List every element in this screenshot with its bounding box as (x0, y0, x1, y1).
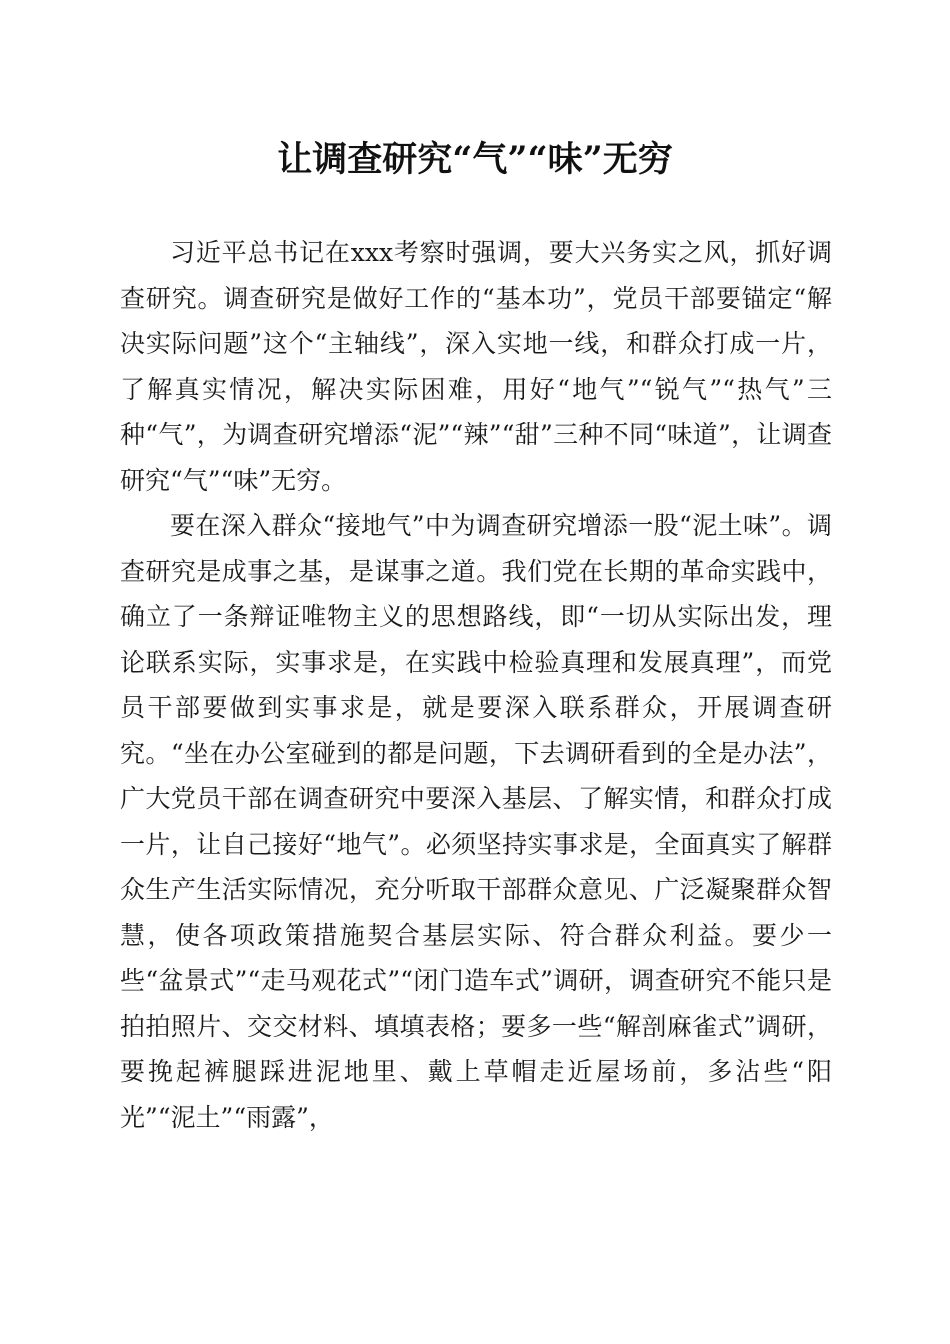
document-title: 让调查研究“气”“味”无穷 (277, 139, 673, 180)
paragraph-1: 习近平总书记在xxx考察时强调，要大兴务实之风，抓好调查研究。调查研究是做好工作的“基本功”，党员干部要锚定“解决实际问题”这个“主轴线”，深入实地一线，和群众打成一片，了解真实情况，解决实际困难，用好“地气”“锐气”“热气”三种“气”，为调查研究增添“泥”“辣”“甜”三种不同“味道”，让调查研究“气”“味”无穷。 (120, 238, 832, 495)
paragraph-2: 要在深入群众“接地气”中为调查研究增添一股“泥土味”。调查研究是成事之基，是谋事之道。我们党在长期的革命实践中，确立了一条辩证唯物主义的思想路线，即“一切从实际出发，理论联系实际，实事求是，在实践中检验真理和发展真理”，而党员干部要做到实事求是，就是要深入联系群众，开展调查研究。“坐在办公室碰到的都是问题，下去调研看到的全是办法”，广大党员干部在调查研究中要深入基层、了解实情，和群众打成一片，让自己接好“地气”。必须坚持实事求是，全面真实了解群众生产生活实际情况，充分听取干部群众意见、广泛凝聚群众智慧，使各项政策措施契合基层实际、符合群众利益。要少一些“盆景式”“走马观花式”“闭门造车式”调研，调查研究不能只是拍拍照片、交交材料、填填表格；要多一些“解剖麻雀式”调研，要挽起裤腿踩进泥地里、戴上草帽走近屋场前，多沾些“阳光”“泥土”“雨露”， (120, 511, 832, 1132)
document-body (120, 230, 832, 1140)
